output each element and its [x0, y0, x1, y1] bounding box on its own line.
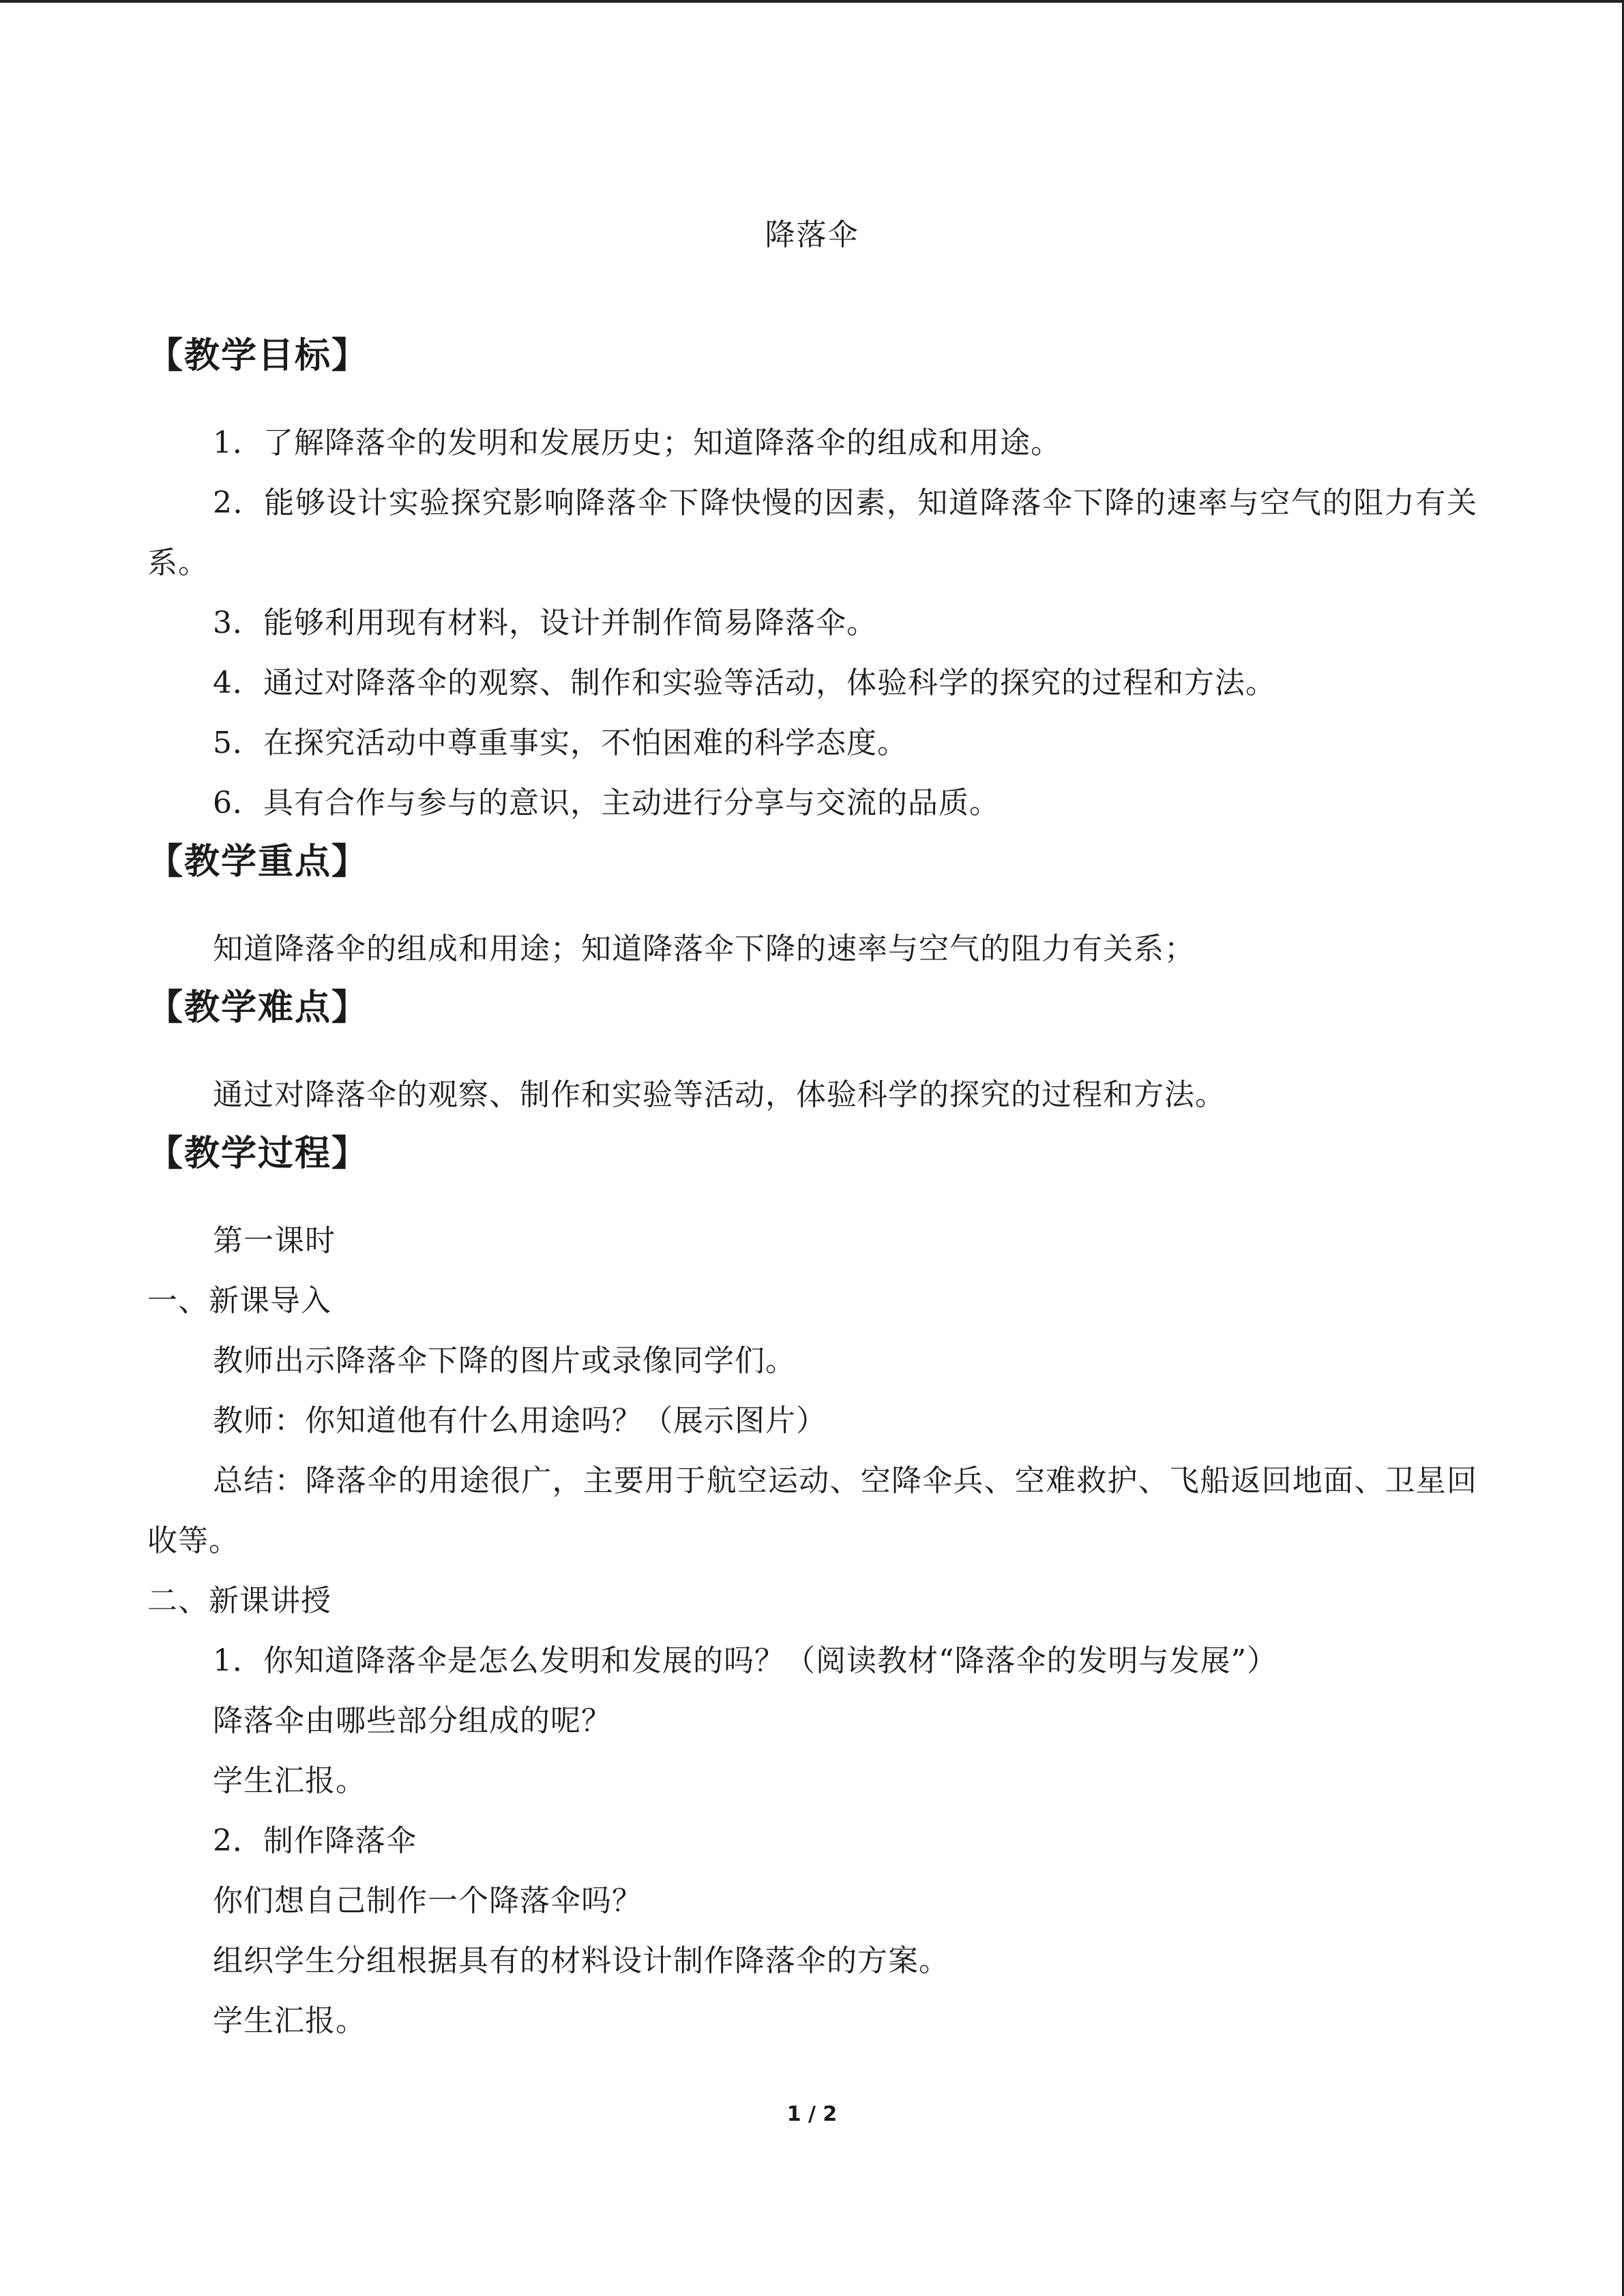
goal-item: 5．在探究活动中尊重事实，不怕困难的科学态度。 — [213, 726, 908, 760]
process-line: 教师：你知道他有什么用途吗？（展示图片） — [213, 1403, 827, 1438]
process-line: 学生汇报。 — [213, 2003, 366, 2038]
heading-key-points: 【教学重点】 — [147, 841, 369, 882]
process-line: 教师出示降落伞下降的图片或录像同学们。 — [213, 1343, 796, 1378]
goal-item: 6．具有合作与参与的意识，主动进行分享与交流的品质。 — [213, 786, 1000, 820]
goal-item: 3．能够利用现有材料，设计并制作简易降落伞。 — [213, 606, 877, 640]
top-border — [0, 0, 1624, 3]
page-title: 降落伞 — [765, 218, 859, 252]
process-line: 降落伞由哪些部分组成的呢？ — [213, 1703, 612, 1738]
goal-item: 4．通过对降落伞的观察、制作和实验等活动，体验科学的探究的过程和方法。 — [213, 666, 1276, 700]
page-number: 1 / 2 — [786, 2102, 838, 2126]
goal-item: 1．了解降落伞的发明和发展历史；知道降落伞的组成和用途。 — [213, 426, 1061, 460]
part-title-intro: 一、新课导入 — [147, 1283, 331, 1318]
process-line: 你们想自己制作一个降落伞吗？ — [213, 1883, 643, 1918]
difficulties-text: 通过对降落伞的观察、制作和实验等活动，体验科学的探究的过程和方法。 — [213, 1077, 1226, 1112]
goal-item: 2．能够设计实验探究影响降落伞下降快慢的因素，知道降落伞下降的速率与空气的阻力有关系。 — [147, 486, 1477, 580]
key-points-text: 知道降落伞的组成和用途；知道降落伞下降的速率与空气的阻力有关系； — [213, 931, 1195, 966]
lesson-label: 第一课时 — [213, 1223, 336, 1258]
process-line: 组织学生分组根据具有的材料设计制作降落伞的方案。 — [213, 1943, 949, 1978]
process-line: 2．制作降落伞 — [213, 1823, 417, 1858]
heading-teaching-goals: 【教学目标】 — [147, 336, 369, 376]
heading-teaching-process: 【教学过程】 — [147, 1133, 369, 1174]
part-title-new-lesson: 二、新课讲授 — [147, 1583, 331, 1618]
process-line: 1．你知道降落伞是怎么发明和发展的吗？（阅读教材“降落伞的发明与发展”） — [213, 1643, 1278, 1678]
heading-difficulties: 【教学难点】 — [147, 987, 369, 1028]
document-body — [147, 327, 1477, 2051]
process-line: 总结：降落伞的用途很广，主要用于航空运动、空降伞兵、空难救护、飞船返回地面、卫星回收等。 — [147, 1463, 1477, 1558]
process-line: 学生汇报。 — [213, 1763, 366, 1798]
